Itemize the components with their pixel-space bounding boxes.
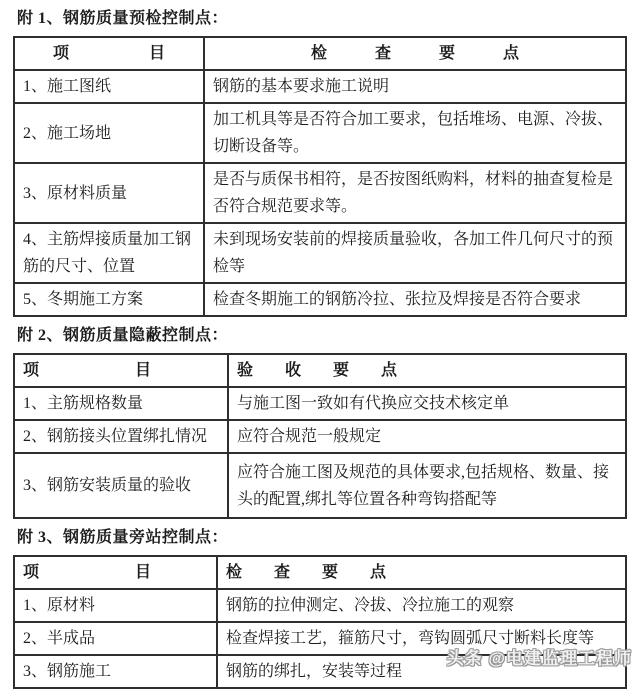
points-cell: 检查焊接工艺，箍筋尺寸，弯钩圆弧尺寸断料长度等 [217,622,626,655]
item-cell: 1、原材料 [14,589,217,622]
table-row [14,387,626,420]
points-cell: 加工机具等是否符合加工要求，包括堆场、电源、冷拔、切断设备等。 [204,103,626,163]
table-row [14,589,626,622]
table-row [14,163,626,223]
table-header-row [14,556,626,589]
column-header-points: 检 查 要 点 [217,556,626,589]
table-row [14,223,626,283]
table-row [14,283,626,316]
column-header-item: 项 目 [14,354,228,387]
column-header-item: 项 目 [14,556,217,589]
item-cell: 5、冬期施工方案 [14,283,204,316]
table-row [14,453,626,518]
table-row [14,70,626,103]
points-cell: 与施工图一致如有代换应交技术核定单 [228,387,626,420]
column-header-item: 项 目 [14,37,204,70]
section-concealed [13,326,627,519]
item-cell: 2、施工场地 [14,103,204,163]
points-cell: 是否与质保书相符，是否按图纸购料，材料的抽查复检是否符合规范要求等。 [204,163,626,223]
item-cell: 3、钢筋施工 [14,655,217,688]
column-header-points: 检 查 要 点 [204,37,626,70]
item-cell: 3、钢筋安装质量的验收 [14,453,228,518]
points-cell: 钢筋的基本要求施工说明 [204,70,626,103]
column-header-points: 验 收 要 点 [228,354,626,387]
section-concealed-title: 附 2、钢筋质量隐蔽控制点： [17,327,229,344]
section-precheck-title: 附 1、钢筋质量预检控制点： [17,10,229,27]
precheck-table [13,36,627,317]
item-cell: 2、半成品 [14,622,217,655]
item-cell: 4、主筋焊接质量加工钢筋的尺寸、位置 [14,223,204,283]
points-cell: 应符合施工图及规范的具体要求,包括规格、数量、接头的配置,绑扎等位置各种弯钩搭配等 [228,453,626,518]
points-cell: 应符合规范一般规定 [228,420,626,453]
toutiao-watermark: 头条 @电建监理工程师 [446,649,632,668]
points-cell: 检查冬期施工的钢筋冷拉、张拉及焊接是否符合要求 [204,283,626,316]
table-header-row [14,37,626,70]
points-cell: 钢筋的拉伸测定、冷拔、冷拉施工的观察 [217,589,626,622]
section-precheck [13,9,627,317]
table-header-row [14,354,626,387]
points-cell: 钢筋的绑扎，安装等过程 [217,655,626,688]
item-cell: 2、钢筋接头位置绑扎情况 [14,420,228,453]
section-sidestation-title: 附 3、钢筋质量旁站控制点： [17,529,229,546]
item-cell: 1、施工图纸 [14,70,204,103]
item-cell: 3、原材料质量 [14,163,204,223]
table-row [14,420,626,453]
concealed-table [13,353,627,519]
table-row [14,103,626,163]
item-cell: 1、主筋规格数量 [14,387,228,420]
points-cell: 未到现场安装前的焊接质量验收，各加工件几何尺寸的预检等 [204,223,626,283]
